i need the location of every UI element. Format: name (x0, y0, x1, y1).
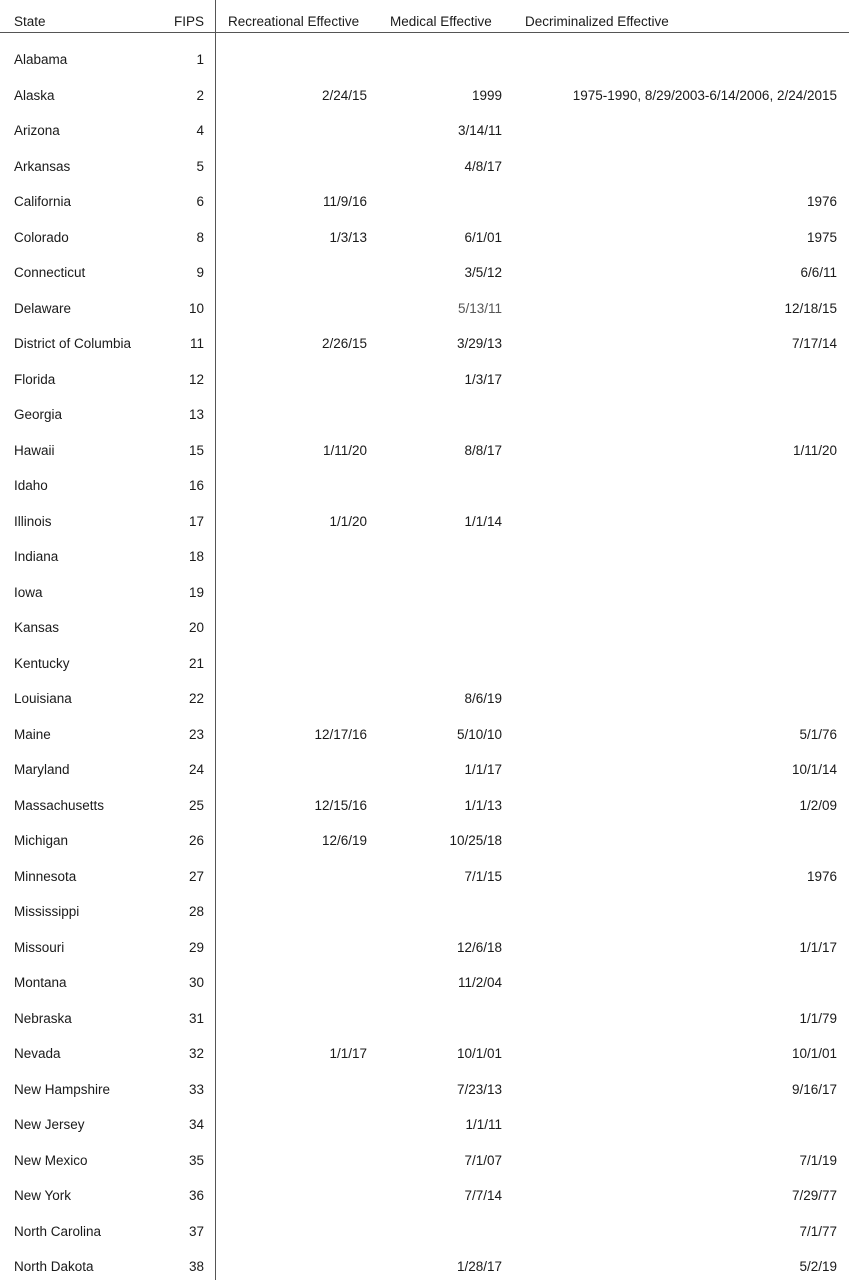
state-cell[interactable]: Arizona (14, 123, 60, 138)
medical-cell[interactable]: 6/1/01 (464, 229, 502, 245)
fips-cell[interactable]: 13 (188, 407, 204, 422)
state-cell[interactable]: Indiana (14, 549, 59, 564)
decriminalized-cell[interactable]: 7/1/77 (799, 1223, 837, 1239)
table-row (0, 647, 851, 683)
fips-cell[interactable]: 8 (196, 229, 204, 245)
decriminalized-cell[interactable]: 7/1/19 (799, 1152, 837, 1168)
medical-cell[interactable]: 7/7/14 (464, 1188, 502, 1203)
state-cell[interactable]: Nevada (14, 1046, 61, 1061)
table-row (0, 895, 851, 931)
recreational-cell[interactable]: 2/26/15 (321, 336, 367, 351)
medical-cell[interactable]: 1999 (471, 87, 502, 103)
state-cell[interactable]: Michigan (14, 833, 69, 848)
fips-cell[interactable]: 37 (188, 1223, 204, 1239)
state-cell[interactable]: Alabama (14, 52, 68, 67)
decriminalized-cell[interactable]: 1/11/20 (792, 442, 837, 458)
fips-cell[interactable]: 21 (188, 655, 204, 671)
table-row (0, 327, 851, 363)
medical-cell[interactable]: 3/5/12 (464, 265, 502, 280)
decriminalized-cell[interactable]: 10/1/01 (791, 1046, 837, 1061)
medical-cell[interactable]: 1/1/11 (465, 1117, 502, 1132)
state-cell[interactable]: Mississippi (14, 904, 80, 919)
state-cell[interactable]: North Dakota (14, 1259, 94, 1274)
table-row (0, 185, 851, 221)
header-state[interactable]: State (14, 14, 46, 29)
fips-cell[interactable]: 28 (188, 904, 204, 919)
recreational-cell[interactable]: 1/1/17 (329, 1046, 367, 1061)
fips-cell[interactable]: 23 (188, 726, 204, 742)
table-row (0, 611, 851, 647)
fips-cell[interactable]: 22 (188, 691, 204, 706)
table-row (0, 789, 851, 825)
fips-cell[interactable]: 24 (188, 762, 204, 777)
fips-cell[interactable]: 33 (188, 1081, 204, 1097)
medical-cell[interactable]: 3/14/11 (457, 123, 502, 138)
fips-cell[interactable]: 29 (188, 939, 204, 955)
table-row (0, 114, 851, 150)
fips-cell[interactable]: 15 (188, 442, 204, 458)
table-row (0, 150, 851, 186)
medical-cell[interactable]: 7/1/15 (464, 868, 502, 884)
fips-cell[interactable]: 10 (188, 300, 204, 316)
state-cell[interactable]: North Carolina (14, 1223, 102, 1239)
header-row (0, 0, 849, 33)
state-cell[interactable]: Massachusetts (14, 797, 105, 813)
state-cell[interactable]: Georgia (14, 407, 63, 422)
fips-cell[interactable]: 1 (196, 52, 204, 67)
state-cell[interactable]: Louisiana (14, 691, 72, 706)
state-cell[interactable]: Delaware (14, 300, 72, 316)
state-cell[interactable]: Connecticut (14, 265, 86, 280)
recreational-cell[interactable]: 2/24/15 (321, 87, 367, 103)
fips-cell[interactable]: 19 (188, 584, 204, 600)
header-decriminalized-effective[interactable]: Decriminalized Effective (525, 14, 669, 29)
decriminalized-cell[interactable]: 10/1/14 (791, 762, 837, 777)
table-row (0, 363, 851, 399)
state-cell[interactable]: District of Columbia (14, 336, 132, 351)
medical-cell[interactable]: 10/25/18 (449, 833, 502, 848)
table-row (0, 682, 851, 718)
state-cell[interactable]: Arkansas (14, 158, 71, 174)
medical-cell[interactable]: 1/1/13 (464, 797, 502, 813)
medical-cell[interactable]: 4/8/17 (464, 158, 502, 174)
table-row (0, 1179, 851, 1215)
fips-cell[interactable]: 31 (188, 1010, 204, 1026)
medical-cell[interactable]: 10/1/01 (456, 1046, 502, 1061)
state-cell[interactable]: Maine (14, 726, 51, 742)
medical-cell[interactable]: 12/6/18 (456, 939, 502, 955)
decriminalized-cell[interactable]: 12/18/15 (784, 300, 837, 316)
fips-cell[interactable]: 36 (188, 1188, 204, 1203)
medical-cell[interactable]: 3/29/13 (456, 336, 502, 351)
table-row (0, 860, 851, 896)
fips-cell[interactable]: 32 (188, 1046, 204, 1061)
state-cell[interactable]: New Mexico (14, 1152, 88, 1168)
table-row (0, 1002, 851, 1038)
state-cell[interactable]: Iowa (14, 584, 43, 600)
fips-cell[interactable]: 30 (188, 975, 204, 990)
table-row (0, 469, 851, 505)
state-cell[interactable]: New Hampshire (14, 1081, 111, 1097)
state-cell[interactable]: Kansas (14, 620, 60, 635)
fips-cell[interactable]: 12 (188, 371, 204, 387)
table-row (0, 221, 851, 257)
decriminalized-cell[interactable]: 1975 (806, 229, 837, 245)
decriminalized-cell[interactable]: 1/1/79 (799, 1010, 837, 1026)
recreational-cell[interactable]: 1/1/20 (329, 513, 367, 529)
decriminalized-cell[interactable]: 9/16/17 (791, 1081, 837, 1097)
table-row (0, 753, 851, 789)
state-cell[interactable]: Montana (14, 975, 67, 990)
header-recreational-effective[interactable]: Recreational Effective (228, 14, 360, 29)
decriminalized-cell[interactable]: 7/17/14 (791, 336, 837, 351)
table-row (0, 1073, 851, 1109)
medical-cell[interactable]: 1/1/14 (464, 513, 502, 529)
table-row (0, 1108, 851, 1144)
decriminalized-cell[interactable]: 7/29/77 (791, 1188, 837, 1203)
state-cell[interactable]: New York (14, 1188, 72, 1203)
header-fips[interactable]: FIPS (174, 14, 205, 29)
fips-cell[interactable]: 18 (188, 549, 204, 564)
decriminalized-cell[interactable]: 1975-1990, 8/29/2003-6/14/2006, 2/24/2015 (572, 87, 837, 103)
table-row (0, 1144, 851, 1180)
fips-cell[interactable]: 17 (188, 513, 204, 529)
fips-cell[interactable]: 25 (188, 797, 204, 813)
fips-cell[interactable]: 16 (188, 478, 204, 493)
table-row (0, 824, 851, 860)
fips-cell[interactable]: 38 (188, 1259, 204, 1274)
fips-cell[interactable]: 5 (196, 158, 204, 174)
state-cell[interactable]: Idaho (14, 478, 48, 493)
table-row (0, 576, 851, 612)
recreational-cell[interactable]: 12/17/16 (314, 726, 367, 742)
recreational-cell[interactable]: 12/6/19 (321, 833, 367, 848)
fips-cell[interactable]: 35 (188, 1152, 204, 1168)
state-cell[interactable]: Missouri (14, 939, 65, 955)
table-row (0, 79, 851, 115)
decriminalized-cell[interactable]: 1976 (806, 194, 837, 209)
table-row (0, 434, 851, 470)
state-cell[interactable]: Kentucky (14, 655, 70, 671)
state-cell[interactable]: Illinois (14, 513, 52, 529)
table-row (0, 256, 851, 292)
decriminalized-cell[interactable]: 1976 (806, 868, 837, 884)
medical-cell[interactable]: 1/3/17 (464, 371, 502, 387)
table-row (0, 505, 851, 541)
decriminalized-cell[interactable]: 1/2/09 (799, 797, 837, 813)
header-medical-effective[interactable]: Medical Effective (390, 14, 492, 29)
state-cell[interactable]: Minnesota (14, 868, 77, 884)
medical-cell[interactable]: 8/8/17 (464, 442, 502, 458)
fips-cell[interactable]: 20 (188, 620, 204, 635)
table-row (0, 43, 851, 79)
state-cell[interactable]: California (14, 194, 72, 209)
recreational-cell[interactable]: 11/9/16 (322, 194, 367, 209)
state-cell[interactable]: Nebraska (14, 1010, 72, 1026)
medical-cell[interactable]: 5/13/11 (457, 300, 502, 316)
table-row (0, 718, 851, 754)
table-row (0, 966, 851, 1002)
medical-cell[interactable]: 1/1/17 (464, 762, 502, 777)
state-cell[interactable]: Florida (14, 371, 56, 387)
state-cell[interactable]: New Jersey (14, 1117, 85, 1132)
table-body (0, 43, 851, 1286)
fips-cell[interactable]: 34 (188, 1117, 204, 1132)
medical-cell[interactable]: 5/10/10 (456, 726, 502, 742)
state-cell[interactable]: Colorado (14, 229, 69, 245)
fips-cell[interactable]: 9 (196, 265, 204, 280)
fips-cell[interactable]: 6 (196, 194, 204, 209)
medical-cell[interactable]: 7/23/13 (456, 1081, 502, 1097)
table-row (0, 292, 851, 328)
state-cell[interactable]: Alaska (14, 87, 55, 103)
recreational-cell[interactable]: 1/11/20 (322, 442, 367, 458)
fips-cell[interactable]: 11 (189, 336, 204, 351)
table-row (0, 398, 851, 434)
fips-cell[interactable]: 2 (196, 87, 204, 103)
recreational-cell[interactable]: 1/3/13 (329, 229, 367, 245)
fips-cell[interactable]: 4 (196, 123, 204, 138)
recreational-cell[interactable]: 12/15/16 (314, 797, 367, 813)
decriminalized-cell[interactable]: 6/6/11 (800, 265, 837, 280)
table-row (0, 931, 851, 967)
decriminalized-cell[interactable]: 5/2/19 (799, 1259, 837, 1274)
table-row (0, 1037, 851, 1073)
medical-cell[interactable]: 8/6/19 (464, 691, 502, 706)
medical-cell[interactable]: 1/28/17 (456, 1259, 502, 1274)
fips-cell[interactable]: 26 (188, 833, 204, 848)
table-row (0, 540, 851, 576)
medical-cell[interactable]: 7/1/07 (464, 1152, 502, 1168)
fips-cell[interactable]: 27 (188, 868, 204, 884)
table-row (0, 1215, 851, 1251)
table-row (0, 1250, 851, 1286)
decriminalized-cell[interactable]: 5/1/76 (799, 726, 837, 742)
state-cell[interactable]: Hawaii (14, 442, 55, 458)
decriminalized-cell[interactable]: 1/1/17 (799, 939, 837, 955)
medical-cell[interactable]: 11/2/04 (457, 975, 502, 990)
state-cell[interactable]: Maryland (14, 762, 70, 777)
